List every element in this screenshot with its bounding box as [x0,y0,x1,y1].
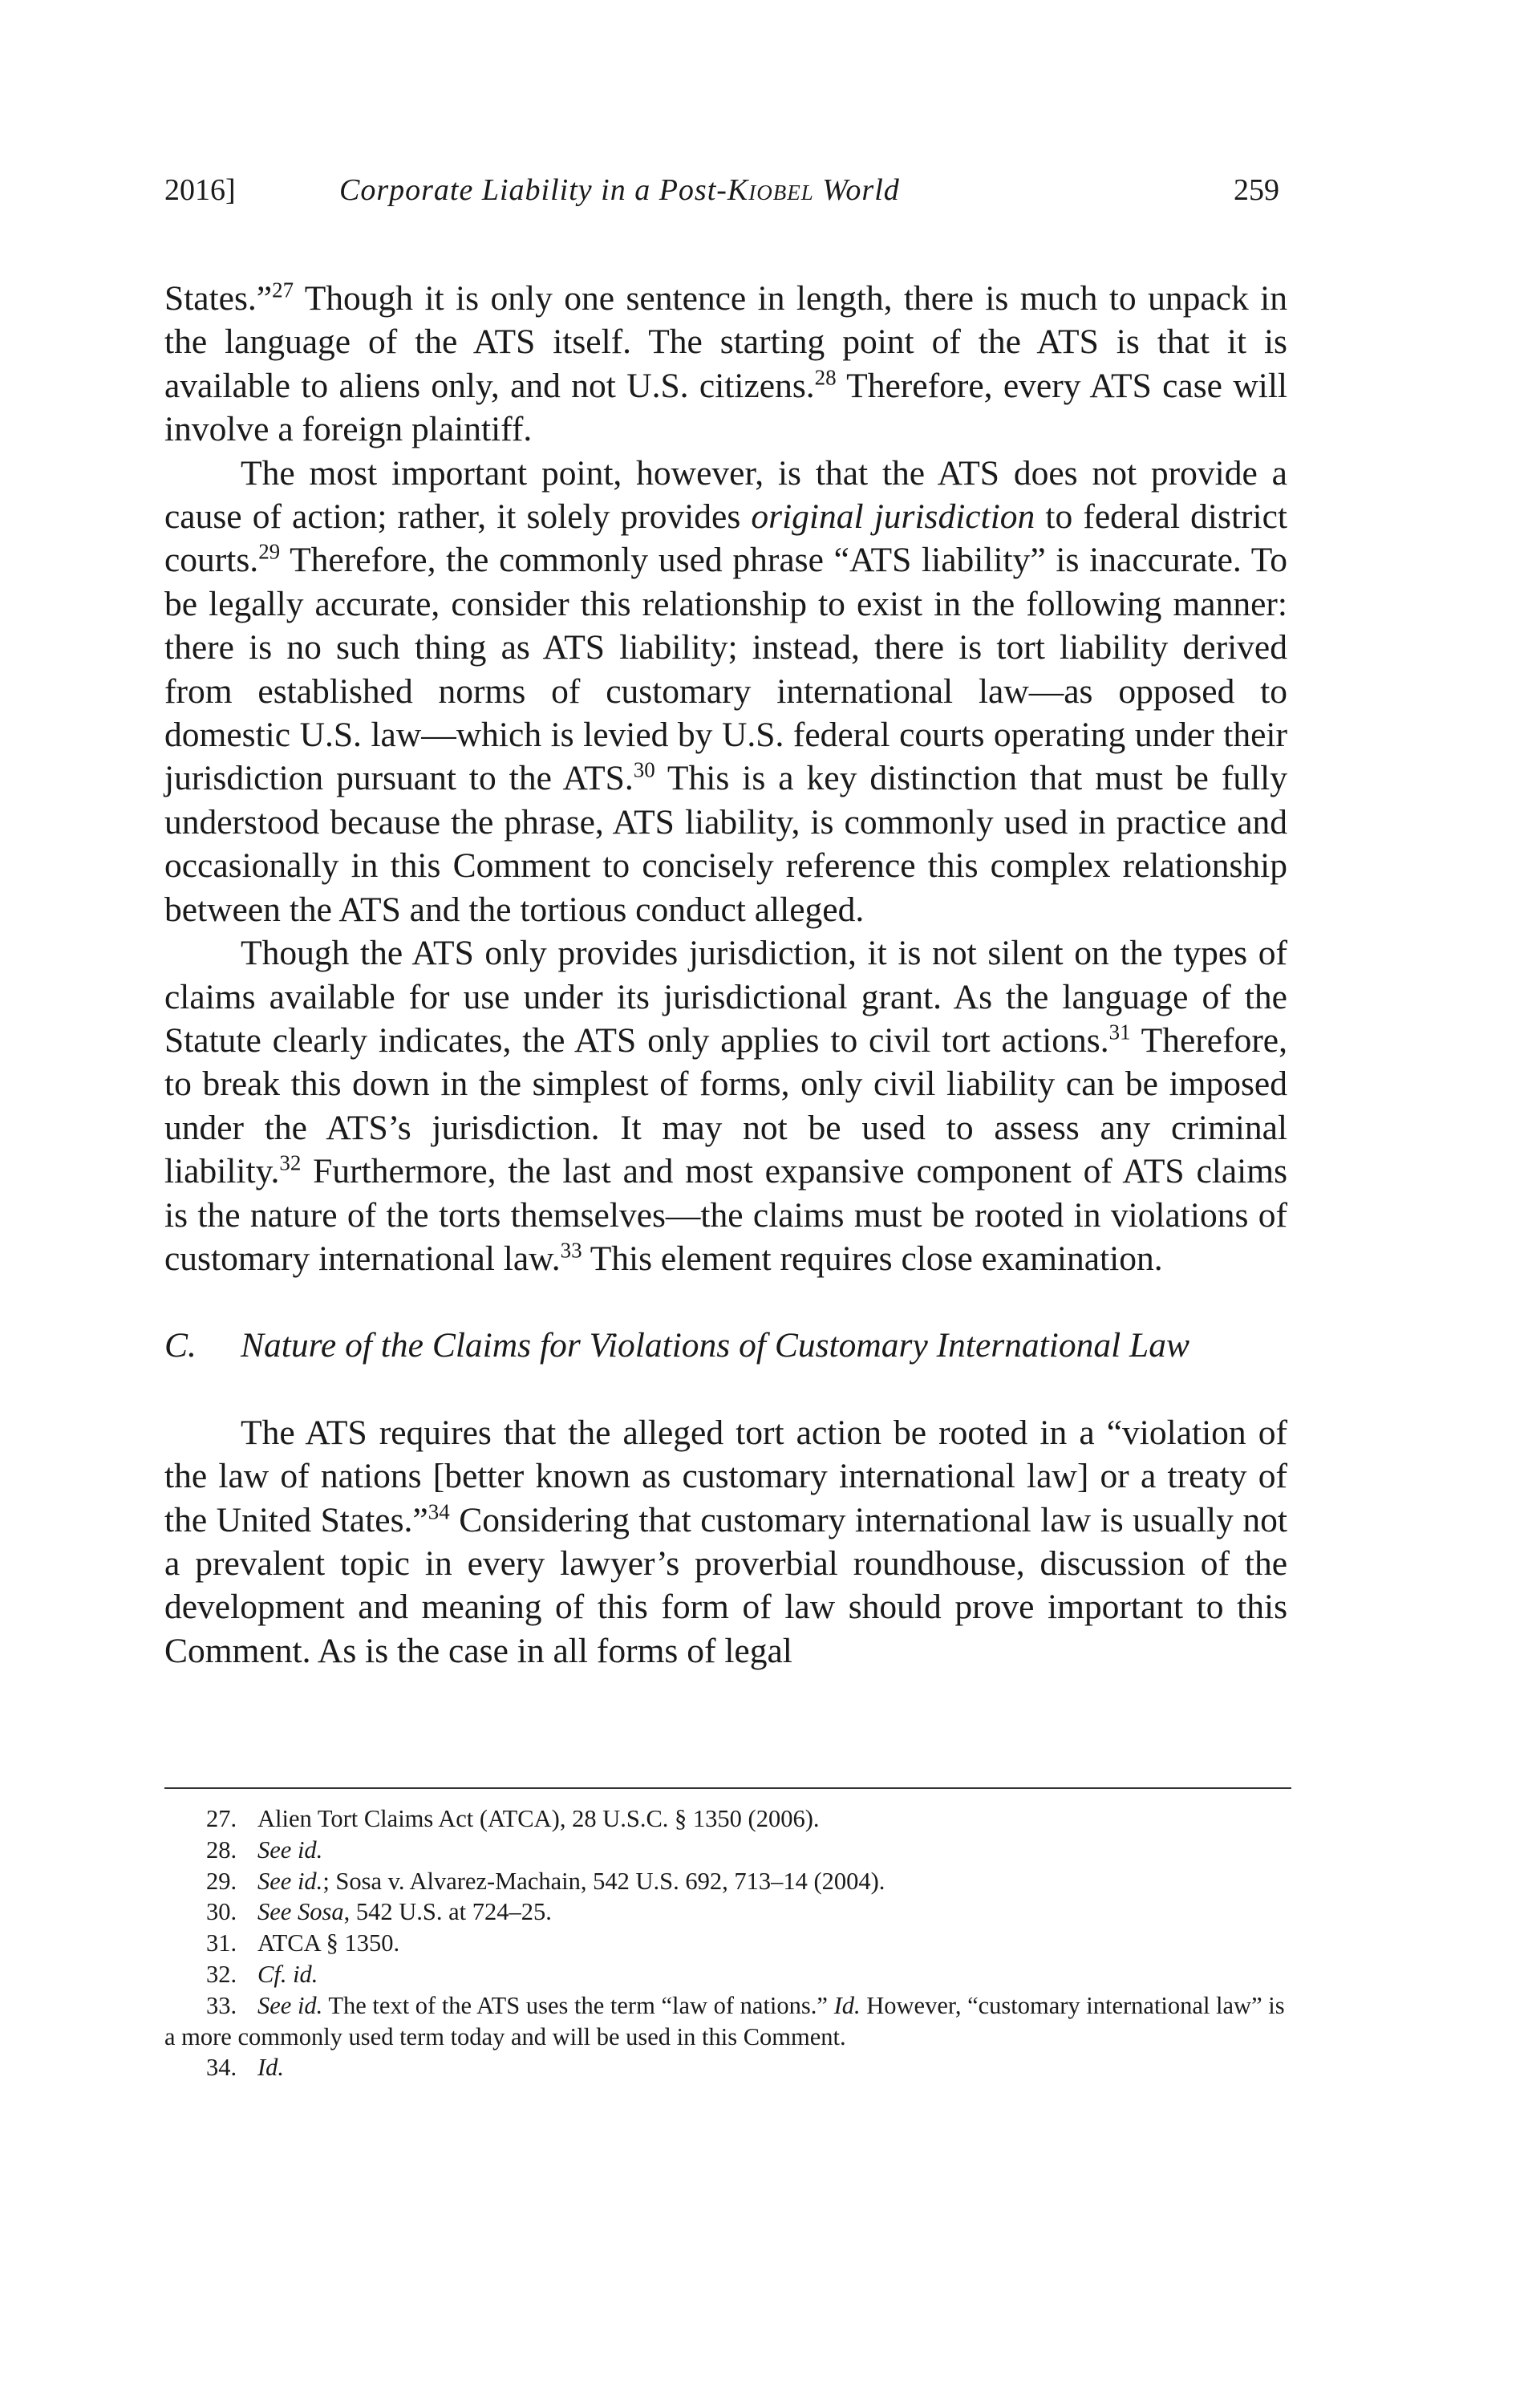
paragraph [164,931,1287,1280]
text-run: Therefore, every ATS case will involve a foreign plaintiff. [164,366,1287,449]
text-run: Furthermore, the last and most expansive component of ATS claims is the nature of the torts themselves—the claims must be rooted in violations of customary international law. [164,1152,1287,1278]
footnotes [164,1803,1291,2083]
text-run: Therefore, to break this down in the simplest of forms, only civil liability can be imposed under the ATS’s jurisdiction. It may not be used to assess any criminal liability. [164,1020,1287,1191]
italic-text: See id. [257,1867,323,1895]
text-run: ; Sosa v. Alvarez-Machain, 542 U.S. 692, 713–14 (2004). [322,1867,886,1895]
paragraph [164,452,1287,931]
text-run: ATCA § 1350. [257,1929,400,1957]
footnote [164,1928,1291,1959]
footnote-text [257,1805,819,1832]
text-run: States.” [164,279,273,318]
footnote-divider [164,1787,1291,1789]
header-title-case: Kiobel [727,173,814,207]
text-run: Considering that customary international law is usually not a prevalent topic in every lawyer’s proverbial roundhouse, discussion of the development and meaning of this form of law should prove important to this Comment. As is the case in all forms of legal [164,1500,1287,1670]
text-run: The ATS requires that the alleged tort action be rooted in a “violation of the law of nations [better known as customary international law] or a treaty of the United States.” [164,1413,1287,1539]
footnote-reference: 32 [279,1150,302,1175]
text-run: Though the ATS only provides jurisdiction, it is not silent on the types of claims available for use under its jurisdictional grant. As the language of the Statute clearly indicates, the ATS only applies to civil tort actions. [164,934,1287,1060]
footnote [164,1959,1291,1990]
footnote [164,2052,1291,2083]
footnote-number: 31. [206,1929,237,1957]
italic-text: Id. [257,2054,285,2082]
section-heading-number: C. [164,1326,197,1365]
footnote-number: 30. [206,1898,237,1926]
header-title-suffix: World [813,173,900,207]
footnote-reference: 33 [560,1238,582,1263]
italic-text: See Sosa [257,1898,344,1926]
italic-text: original jurisdiction [751,497,1035,537]
footnote-number: 33. [206,1991,237,2019]
footnote-text [257,1929,399,1957]
paragraph [164,277,1287,452]
text-run: The text of the ATS uses the term “law of nations.” [322,1991,834,2019]
footnote [164,1866,1291,1897]
text-run: Therefore, the commonly used phrase “ATS liability” is inaccurate. To be legally accurate, consider this relationship to exist in the following manner: there is no such thing as ATS liability; instead, there is tort liability derived from established norms of customary international law—as opposed to domestic U.S. law—which is levied by U.S. federal courts operating under their jurisdiction pursuant to the ATS. [164,541,1287,798]
footnote-number: 32. [206,1960,237,1988]
footnote-reference: 29 [258,539,281,564]
footnote [164,1803,1291,1835]
footnote-reference: 30 [633,757,655,782]
italic-text: See id. [257,1835,323,1864]
footnote-text [257,1898,552,1925]
section-heading [164,1324,1287,1367]
text-run: to federal district courts. [164,497,1287,580]
footnote-text [257,1868,885,1895]
footnote-text [257,1836,322,1864]
footnote-number: 34. [206,2054,237,2082]
italic-text: Cf. id. [257,1960,318,1988]
footnote-reference: 28 [814,365,837,390]
body-text [164,277,1287,1673]
text-run: However, “customary international law” is a more commonly used term today and will be used in this Comment. [164,1991,1285,2050]
footnote [164,1896,1291,1928]
header-title [339,172,900,208]
footnote-text [257,1961,318,1988]
page-number: 259 [1234,173,1279,207]
footnote-number: 29. [206,1867,237,1895]
footnote-number: 27. [206,1805,237,1832]
text-run: Alien Tort Claims Act (ATCA), 28 U.S.C. § 1350 (2006). [257,1805,820,1832]
text-run: This is a key distinction that must be fully understood because the phrase, ATS liability, is commonly used in practice and occasionally in this Comment to concisely reference this complex relationship between the ATS and the tortious conduct alleged. [164,759,1287,929]
text-run: This element requires close examination. [582,1239,1163,1278]
footnote-number: 28. [206,1835,237,1864]
text-run: The most important point, however, is that the ATS does not provide a cause of action; rather, it solely provides [164,453,1287,537]
header-year: 2016] [164,173,236,207]
footnote-reference: 31 [1108,1020,1131,1044]
text-run: Though it is only one sentence in length, there is much to unpack in the language of the ATS itself. The starting point of the ATS is that it is available to aliens only, and not U.S. citizens. [164,279,1287,405]
italic-text: See id. [257,1991,323,2019]
footnote [164,1835,1291,1866]
running-header [164,172,1352,221]
footnote-text [164,1992,1285,2050]
text-run: , 542 U.S. at 724–25. [343,1898,552,1926]
italic-text: Id. [833,1991,861,2019]
paragraph [164,1411,1287,1673]
footnote-text [257,2054,284,2081]
footnote-reference: 34 [428,1499,450,1524]
footnote-reference: 27 [272,278,294,302]
section-heading-text: Nature of the Claims for Violations of Customary International Law [241,1326,1190,1365]
header-title-prefix: Corporate Liability in a Post- [339,173,727,207]
footnote [164,1990,1291,2053]
